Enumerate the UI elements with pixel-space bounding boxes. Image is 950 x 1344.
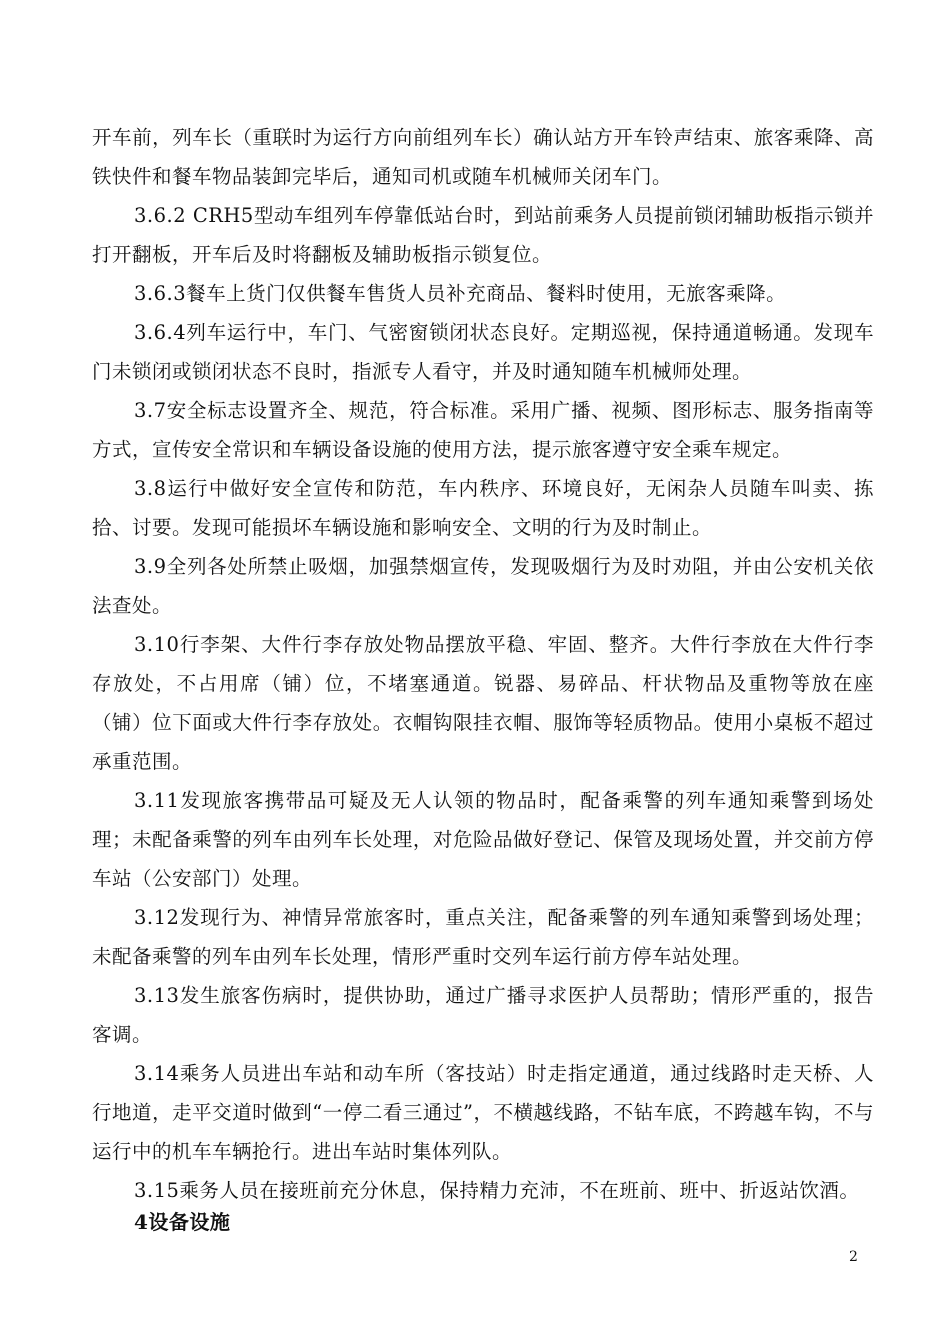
paragraph-continuation: 开车前，列车长（重联时为运行方向前组列车长）确认站方开车铃声结束、旅客乘降、高铁快件和餐车物品装卸完毕后，通知司机或随车机械师关闭车门。 <box>92 126 874 188</box>
paragraph-3-13: 3.13发生旅客伤病时，提供协助，通过广播寻求医护人员帮助；情形严重的，报告客调。 <box>92 984 874 1046</box>
page-number: 2 <box>849 1249 858 1265</box>
paragraph-3-14: 3.14乘务人员进出车站和动车所（客技站）时走指定通道，通过线路时走天桥、人行地道，走平交道时做到“一停二看三通过”，不横越线路，不钻车底，不跨越车钩，不与运行中的机车车辆抢行。进出车站时集体列队。 <box>92 1062 874 1163</box>
paragraph-3-15: 3.15乘务人员在接班前充分休息，保持精力充沛，不在班前、班中、折返站饮酒。 <box>134 1179 860 1202</box>
paragraph-3-7: 3.7安全标志设置齐全、规范，符合标准。采用广播、视频、图形标志、服务指南等方式，宣传安全常识和车辆设备设施的使用方法，提示旅客遵守安全乘车规定。 <box>92 399 874 461</box>
paragraph-3-6-2: 3.6.2 CRH5型动车组列车停靠低站台时，到站前乘务人员提前锁闭辅助板指示锁并打开翻板，开车后及时将翻板及辅助板指示锁复位。 <box>92 204 874 266</box>
document-body <box>92 118 874 1210</box>
paragraph-3-11: 3.11发现旅客携带品可疑及无人认领的物品时，配备乘警的列车通知乘警到场处理；未配备乘警的列车由列车长处理，对危险品做好登记、保管及现场处置，并交前方停车站（公安部门）处理。 <box>92 789 874 890</box>
paragraph-3-6-4: 3.6.4列车运行中，车门、气密窗锁闭状态良好。定期巡视，保持通道畅通。发现车门未锁闭或锁闭状态不良时，指派专人看守，并及时通知随车机械师处理。 <box>92 321 874 383</box>
paragraph-3-8: 3.8运行中做好安全宣传和防范，车内秩序、环境良好，无闲杂人员随车叫卖、拣拾、讨要。发现可能损坏车辆设施和影响安全、文明的行为及时制止。 <box>92 477 874 539</box>
paragraph-3-9: 3.9全列各处所禁止吸烟，加强禁烟宣传，发现吸烟行为及时劝阻，并由公安机关依法查处。 <box>92 555 874 617</box>
section-heading: 4设备设施 <box>134 1210 231 1234</box>
paragraph-3-12: 3.12发现行为、神情异常旅客时，重点关注，配备乘警的列车通知乘警到场处理；未配备乘警的列车由列车长处理，情形严重时交列车运行前方停车站处理。 <box>92 906 874 968</box>
paragraph-3-6-3: 3.6.3餐车上货门仅供餐车售货人员补充商品、餐料时使用，无旅客乘降。 <box>134 282 787 305</box>
paragraph-3-10: 3.10行李架、大件行李存放处物品摆放平稳、牢固、整齐。大件行李放在大件行李存放处，不占用席（铺）位，不堵塞通道。锐器、易碎品、杆状物品及重物等放在座（铺）位下面或大件行李存放处。衣帽钩限挂衣帽、服饰等轻质物品。使用小桌板不超过承重范围。 <box>92 633 874 773</box>
